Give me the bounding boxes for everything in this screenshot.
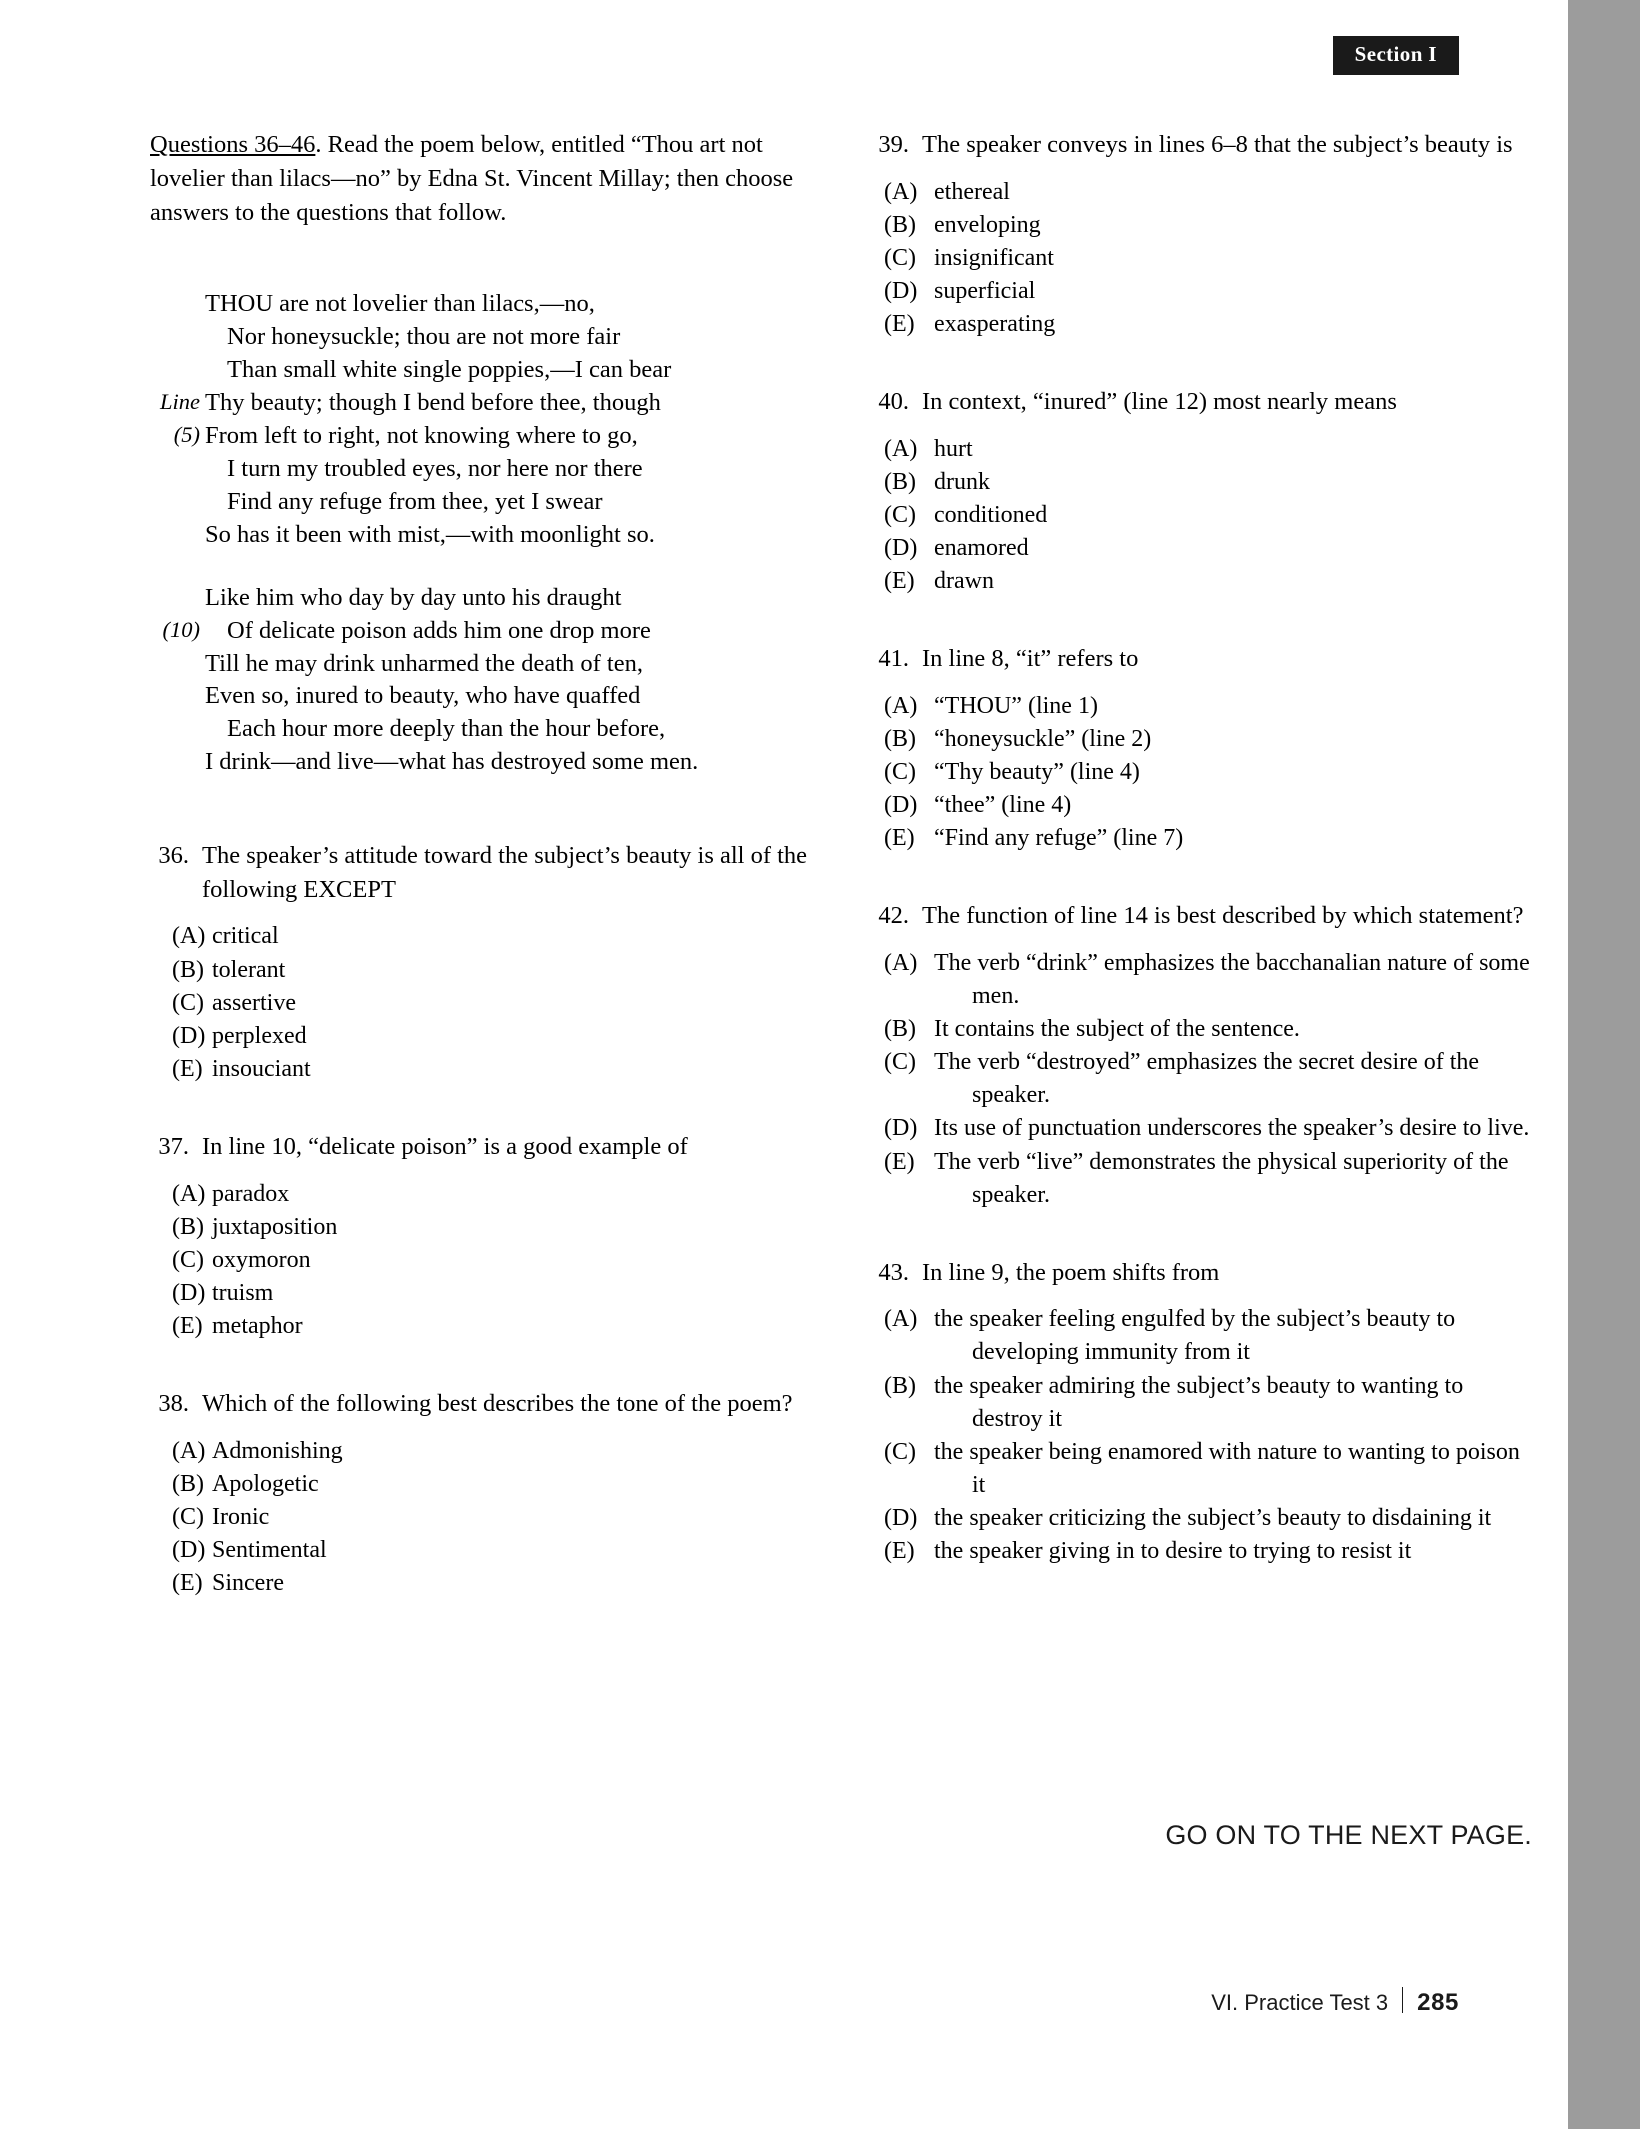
answer-choice[interactable] xyxy=(150,1567,820,1600)
answer-choice-label: (D) xyxy=(884,1504,918,1531)
answer-choice-text: hurt xyxy=(934,435,973,462)
answer-choice-label: (B) xyxy=(172,956,204,983)
answer-choice[interactable] xyxy=(150,1053,820,1086)
answer-choice-text: Sincere xyxy=(212,1570,284,1597)
question-number: 38. xyxy=(158,1390,189,1418)
poem-line-text: So has it been with mist,—with moonlight so. xyxy=(205,520,655,548)
answer-choice-text: The verb “destroyed” emphasizes the secret desire of the speaker. xyxy=(934,1049,1480,1109)
question-block xyxy=(150,839,820,1086)
poem-line-text: I drink—and live—what has destroyed some men. xyxy=(205,748,699,776)
right-column xyxy=(872,128,1532,1568)
answer-choice-label: (A) xyxy=(884,435,918,462)
poem-line xyxy=(150,420,820,453)
answer-choice[interactable] xyxy=(872,1502,1532,1535)
answer-choice-text: insignificant xyxy=(934,244,1054,271)
answer-choice-list xyxy=(872,433,1532,599)
answer-choice-text: “thee” (line 4) xyxy=(934,792,1072,819)
question-block xyxy=(872,1256,1532,1568)
answer-choice-list xyxy=(872,690,1532,856)
question-text: Which of the following best describes the tone of the poem? xyxy=(202,1390,793,1418)
answer-choice-text: enamored xyxy=(934,535,1029,561)
answer-choice-text: Admonishing xyxy=(212,1437,343,1464)
answer-choice-text: ethereal xyxy=(934,178,1010,205)
answer-choice-label: (E) xyxy=(172,1312,203,1339)
answer-choice[interactable] xyxy=(872,723,1532,756)
question-number: 37. xyxy=(158,1132,189,1160)
answer-choice[interactable] xyxy=(872,789,1532,822)
answer-choice-label: (B) xyxy=(884,725,916,752)
poem-line-text: Even so, inured to beauty, who have quaffed xyxy=(205,682,641,710)
poem-line xyxy=(150,321,820,354)
answer-choice[interactable] xyxy=(872,1436,1532,1502)
answer-choice[interactable] xyxy=(872,565,1532,598)
answer-choice-text: assertive xyxy=(212,989,296,1016)
poem-line-text: I turn my troubled eyes, nor here nor there xyxy=(227,454,643,482)
answer-choice-label: (C) xyxy=(884,1438,916,1465)
left-column xyxy=(150,128,820,1600)
left-question-list xyxy=(150,839,820,1600)
answer-choice-label: (E) xyxy=(884,568,915,595)
go-on-notice: GO ON TO THE NEXT PAGE. xyxy=(1165,1820,1532,1850)
answer-choice-text: critical xyxy=(212,923,279,950)
answer-choice-text: the speaker admiring the subject’s beauty to wanting to destroy it xyxy=(934,1372,1464,1432)
answer-choice-text: The verb “live” demonstrates the physical superiority of the speaker. xyxy=(934,1148,1509,1208)
poem-line xyxy=(150,288,820,321)
answer-choice[interactable] xyxy=(872,1146,1532,1212)
question-header xyxy=(150,1130,820,1164)
poem-line xyxy=(150,648,820,681)
poem-line-marker: Line xyxy=(159,388,200,414)
answer-choice-label: (D) xyxy=(884,277,918,304)
poem-line-marker: (10) xyxy=(162,616,200,642)
poem-line-text: Each hour more deeply than the hour before, xyxy=(227,715,666,743)
answer-choice[interactable] xyxy=(150,1310,820,1343)
poem-line xyxy=(150,713,820,746)
answer-choice-label: (C) xyxy=(172,1503,204,1530)
poem-line-text: Than small white single poppies,—I can bear xyxy=(227,356,672,384)
answer-choice-label: (E) xyxy=(884,1148,915,1175)
answer-choice[interactable] xyxy=(150,1534,820,1567)
page-gutter-bar xyxy=(1568,0,1640,2129)
answer-choice[interactable] xyxy=(872,1303,1532,1369)
answer-choice-text: drawn xyxy=(934,568,994,595)
page-footer xyxy=(1211,1984,1459,2017)
answer-choice-label: (B) xyxy=(172,1213,204,1240)
answer-choice-text: the speaker criticizing the subject’s beauty to disdaining it xyxy=(934,1504,1492,1531)
answer-choice-text: conditioned xyxy=(934,501,1048,528)
question-number: 41. xyxy=(878,645,909,673)
question-block xyxy=(872,385,1532,598)
answer-choice-text: Ironic xyxy=(212,1503,270,1530)
answer-choice-label: (A) xyxy=(884,178,918,205)
answer-choice[interactable] xyxy=(150,1244,820,1277)
answer-choice-text: the speaker being enamored with nature to wanting to poison it xyxy=(934,1438,1520,1498)
poem-line-text: Till he may drink unharmed the death of ten, xyxy=(205,649,643,677)
answer-choice-label: (B) xyxy=(884,1016,916,1043)
answer-choice[interactable] xyxy=(872,242,1532,275)
footer-book-section: VI. Practice Test 3 xyxy=(1211,1990,1389,2015)
answer-choice[interactable] xyxy=(872,756,1532,789)
answer-choice-label: (C) xyxy=(172,989,204,1016)
question-header xyxy=(872,1256,1532,1290)
poem-line-text: Thy beauty; though I bend before thee, though xyxy=(205,388,661,416)
poem-line-text: Like him who day by day unto his draught xyxy=(205,583,622,611)
answer-choice[interactable] xyxy=(872,822,1532,855)
answer-choice-text: juxtaposition xyxy=(212,1213,338,1240)
answer-choice-label: (E) xyxy=(172,1570,203,1597)
answer-choice-label: (D) xyxy=(172,1536,206,1563)
question-text: The speaker conveys in lines 6–8 that the subject’s beauty is xyxy=(922,131,1513,158)
answer-choice-text: Its use of punctuation underscores the speaker’s desire to live. xyxy=(934,1115,1530,1142)
answer-choice-list xyxy=(150,920,820,1086)
poem-line-text: THOU are not lovelier than lilacs,—no, xyxy=(205,290,595,318)
question-header xyxy=(872,899,1532,933)
poem-line-text: From left to right, not knowing where to go, xyxy=(205,421,638,449)
poem-line-text: Find any refuge from thee, yet I swear xyxy=(227,487,603,515)
answer-choice-list xyxy=(872,947,1532,1212)
answer-choice-label: (E) xyxy=(884,825,915,852)
question-text: In line 10, “delicate poison” is a good example of xyxy=(202,1132,688,1160)
answer-choice-label: (B) xyxy=(884,468,916,495)
question-text: The function of line 14 is best described by which statement? xyxy=(922,902,1524,930)
footer-page-number: 285 xyxy=(1417,1989,1459,2016)
answer-choice[interactable] xyxy=(872,308,1532,341)
answer-choice-label: (C) xyxy=(884,1049,916,1076)
answer-choice-label: (A) xyxy=(884,1306,918,1333)
answer-choice-label: (A) xyxy=(884,949,918,976)
answer-choice-text: insouciant xyxy=(212,1055,311,1082)
question-text: In line 9, the poem shifts from xyxy=(922,1258,1220,1286)
question-block xyxy=(872,128,1532,341)
poem-stanza xyxy=(150,582,820,780)
poem-line xyxy=(150,354,820,387)
answer-choice-text: the speaker feeling engulfed by the subject’s beauty to developing immunity from it xyxy=(934,1306,1456,1366)
answer-choice-list xyxy=(150,1435,820,1601)
question-number: 39. xyxy=(878,131,909,158)
answer-choice[interactable] xyxy=(872,466,1532,499)
answer-choice-label: (D) xyxy=(172,1022,206,1049)
answer-choice-text: oxymoron xyxy=(212,1246,311,1273)
answer-choice[interactable] xyxy=(872,690,1532,723)
question-block xyxy=(150,1387,820,1600)
question-text: The speaker’s attitude toward the subject’s beauty is all of the following EXCEPT xyxy=(202,842,808,903)
answer-choice-list xyxy=(872,176,1532,342)
poem-line xyxy=(150,582,820,615)
directions-text: . Read the poem below, entitled “Thou art not lovelier than lilacs—no” by Edna St. Vincent Millay; then choose answers to the questions that follow. xyxy=(150,131,794,227)
right-question-list xyxy=(872,128,1532,1568)
answer-choice-label: (A) xyxy=(884,692,918,719)
answer-choice[interactable] xyxy=(150,1435,820,1468)
poem-line xyxy=(150,615,820,648)
answer-choice-text: superficial xyxy=(934,277,1036,304)
poem-line xyxy=(150,486,820,519)
directions-paragraph xyxy=(150,128,820,230)
answer-choice-text: The verb “drink” emphasizes the bacchanalian nature of some men. xyxy=(934,949,1530,1009)
answer-choice[interactable] xyxy=(872,275,1532,308)
poem-line xyxy=(150,387,820,420)
answer-choice-text: tolerant xyxy=(212,956,286,983)
answer-choice-text: It contains the subject of the sentence. xyxy=(934,1016,1300,1043)
question-number: 36. xyxy=(158,842,189,870)
poem-block xyxy=(150,288,820,779)
answer-choice[interactable] xyxy=(150,1178,820,1211)
answer-choice[interactable] xyxy=(150,1277,820,1310)
answer-choice-label: (A) xyxy=(172,1180,206,1207)
answer-choice[interactable] xyxy=(872,433,1532,466)
answer-choice-label: (D) xyxy=(884,535,918,561)
answer-choice[interactable] xyxy=(150,954,820,987)
answer-choice-text: truism xyxy=(212,1279,274,1306)
answer-choice[interactable] xyxy=(872,1013,1532,1046)
answer-choice-text: Sentimental xyxy=(212,1536,327,1563)
poem-line-text: Of delicate poison adds him one drop more xyxy=(227,616,651,644)
question-header xyxy=(872,642,1532,676)
answer-choice-label: (E) xyxy=(172,1055,203,1082)
answer-choice-label: (D) xyxy=(884,792,918,819)
answer-choice-text: exasperating xyxy=(934,311,1056,337)
answer-choice-label: (C) xyxy=(884,244,916,271)
question-text: In context, “inured” (line 12) most nearly means xyxy=(922,388,1397,416)
answer-choice-label: (C) xyxy=(884,759,916,785)
answer-choice-text: “Thy beauty” (line 4) xyxy=(934,759,1140,785)
answer-choice-label: (C) xyxy=(172,1246,204,1273)
question-number: 43. xyxy=(878,1258,909,1286)
answer-choice[interactable] xyxy=(872,499,1532,532)
answer-choice[interactable] xyxy=(872,209,1532,242)
poem-line xyxy=(150,680,820,713)
answer-choice-label: (A) xyxy=(172,923,206,950)
poem-line-text: Nor honeysuckle; thou are not more fair xyxy=(227,323,621,351)
answer-choice-text: “honeysuckle” (line 2) xyxy=(934,725,1152,752)
answer-choice-label: (A) xyxy=(172,1437,206,1464)
answer-choice[interactable] xyxy=(872,176,1532,209)
answer-choice-label: (B) xyxy=(172,1470,204,1497)
answer-choice-text: the speaker giving in to desire to trying to resist it xyxy=(934,1538,1412,1565)
answer-choice[interactable] xyxy=(150,1468,820,1501)
section-badge: Section I xyxy=(1333,36,1459,75)
question-header xyxy=(872,128,1532,162)
answer-choice[interactable] xyxy=(872,1535,1532,1568)
answer-choice-text: drunk xyxy=(934,468,990,495)
answer-choice-label: (B) xyxy=(884,211,916,238)
answer-choice[interactable] xyxy=(150,1501,820,1534)
question-header xyxy=(150,839,820,906)
question-text: In line 8, “it” refers to xyxy=(922,645,1139,673)
poem-line xyxy=(150,453,820,486)
answer-choice-label: (D) xyxy=(884,1115,918,1142)
answer-choice-text: perplexed xyxy=(212,1022,307,1049)
poem-line xyxy=(150,746,820,779)
answer-choice[interactable] xyxy=(150,987,820,1020)
answer-choice-label: (C) xyxy=(884,501,916,528)
answer-choice-label: (D) xyxy=(172,1279,206,1306)
poem-line-marker: (5) xyxy=(173,421,200,447)
answer-choice-text: “Find any refuge” (line 7) xyxy=(934,825,1184,852)
question-block xyxy=(872,642,1532,855)
answer-choice-label: (B) xyxy=(884,1372,916,1399)
poem-stanza xyxy=(150,288,820,552)
answer-choice[interactable] xyxy=(872,1370,1532,1436)
question-block xyxy=(150,1130,820,1343)
answer-choice-text: metaphor xyxy=(212,1312,303,1339)
answer-choice[interactable] xyxy=(150,1211,820,1244)
answer-choice-label: (E) xyxy=(884,1538,915,1565)
footer-divider xyxy=(1402,1987,1403,2013)
answer-choice[interactable] xyxy=(150,1020,820,1053)
answer-choice-text: paradox xyxy=(212,1180,290,1207)
question-number: 42. xyxy=(878,902,909,930)
answer-choice-text: Apologetic xyxy=(212,1470,319,1497)
answer-choice-text: “THOU” (line 1) xyxy=(934,692,1098,719)
answer-choice[interactable] xyxy=(872,532,1532,565)
answer-choice[interactable] xyxy=(872,1046,1532,1112)
question-number: 40. xyxy=(878,388,909,416)
question-block xyxy=(872,899,1532,1211)
question-header xyxy=(872,385,1532,419)
answer-choice[interactable] xyxy=(150,920,820,953)
answer-choice[interactable] xyxy=(872,1112,1532,1145)
question-range-label: Questions 36–46 xyxy=(150,131,316,158)
question-header xyxy=(150,1387,820,1421)
poem-line xyxy=(150,519,820,552)
answer-choice-list xyxy=(872,1303,1532,1568)
answer-choice-label: (E) xyxy=(884,311,915,337)
answer-choice-text: enveloping xyxy=(934,211,1041,238)
answer-choice-list xyxy=(150,1178,820,1344)
answer-choice[interactable] xyxy=(872,947,1532,1013)
